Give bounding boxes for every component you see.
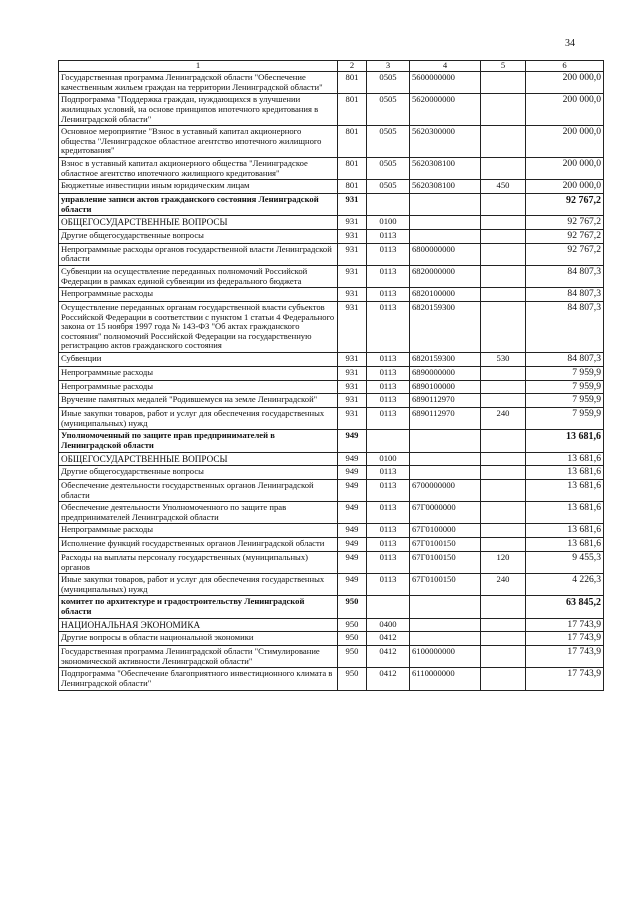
row-name: Субвенции на осуществление переданных полномочий Российской Федерации в рамках единой субвенции из федерального бюджета (59, 265, 338, 287)
row-section-code: 0505 (367, 158, 410, 180)
table-row (59, 216, 604, 230)
row-name: Осуществление переданных органам государственной власти субъектов Российской Федерации в соответствии с пунктом 1 статьи 4 Федерального закона от 15 ноября 1997 года № 143-ФЗ "Об актах гражданского состояния" полномочий Российской Федерации на государственную регистрацию актов гражданского состояния (59, 301, 338, 352)
row-expense-type (481, 538, 526, 552)
row-amount: 92 767,2 (526, 216, 604, 230)
row-amount: 13 681,6 (526, 479, 604, 501)
table-row (59, 126, 604, 158)
row-amount: 200 000,0 (526, 94, 604, 126)
table-row (59, 366, 604, 380)
row-expense-type (481, 668, 526, 690)
row-expense-type (481, 158, 526, 180)
column-header: 3 (367, 61, 410, 72)
row-ved-code: 949 (338, 502, 367, 524)
row-target-code: 67Г0100150 (410, 574, 481, 596)
row-amount: 13 681,6 (526, 452, 604, 466)
row-name: Иные закупки товаров, работ и услуг для обеспечения государственных (муниципальных) нужд (59, 408, 338, 430)
row-amount: 84 807,3 (526, 265, 604, 287)
row-target-code: 6800000000 (410, 243, 481, 265)
row-amount: 13 681,6 (526, 538, 604, 552)
row-expense-type (481, 243, 526, 265)
table-row (59, 265, 604, 287)
row-amount: 17 743,9 (526, 646, 604, 668)
row-ved-code: 931 (338, 288, 367, 302)
row-expense-type (481, 524, 526, 538)
table-row (59, 380, 604, 394)
row-expense-type (481, 229, 526, 243)
table-row (59, 353, 604, 367)
row-target-code (410, 452, 481, 466)
row-ved-code: 931 (338, 353, 367, 367)
row-amount: 13 681,6 (526, 466, 604, 480)
row-expense-type (481, 430, 526, 452)
row-name: Непрограммные расходы (59, 288, 338, 302)
row-section-code: 0113 (367, 408, 410, 430)
row-section-code: 0113 (367, 551, 410, 573)
row-amount: 92 767,2 (526, 243, 604, 265)
row-name: Расходы на выплаты персоналу государственных (муниципальных) органов (59, 551, 338, 573)
row-section-code: 0113 (367, 243, 410, 265)
row-section-code: 0113 (367, 574, 410, 596)
row-name: Обеспечение деятельности государственных органов Ленинградской области (59, 479, 338, 501)
table-row (59, 394, 604, 408)
row-target-code (410, 216, 481, 230)
row-name: Другие общегосударственные вопросы (59, 229, 338, 243)
row-amount: 84 807,3 (526, 353, 604, 367)
table-row (59, 72, 604, 94)
row-expense-type (481, 618, 526, 632)
row-section-code: 0412 (367, 668, 410, 690)
row-name: ОБЩЕГОСУДАРСТВЕННЫЕ ВОПРОСЫ (59, 452, 338, 466)
row-section-code (367, 430, 410, 452)
row-ved-code: 950 (338, 668, 367, 690)
row-ved-code: 931 (338, 243, 367, 265)
row-ved-code: 931 (338, 216, 367, 230)
row-ved-code: 801 (338, 72, 367, 94)
row-section-code: 0113 (367, 229, 410, 243)
row-section-code: 0505 (367, 180, 410, 194)
table-row (59, 158, 604, 180)
row-target-code: 5620308100 (410, 158, 481, 180)
row-expense-type (481, 193, 526, 215)
row-ved-code: 949 (338, 430, 367, 452)
row-amount: 13 681,6 (526, 524, 604, 538)
row-name: Непрограммные расходы органов государственной власти Ленинградской области (59, 243, 338, 265)
row-ved-code: 949 (338, 524, 367, 538)
row-expense-type (481, 72, 526, 94)
row-name: Государственная программа Ленинградской области "Обеспечение качественным жильем граждан на территории Ленинградской области" (59, 72, 338, 94)
table-row (59, 574, 604, 596)
table-row (59, 524, 604, 538)
page-number: 34 (565, 38, 575, 49)
row-amount: 13 681,6 (526, 430, 604, 452)
row-expense-type (481, 126, 526, 158)
row-amount: 7 959,9 (526, 366, 604, 380)
row-target-code: 5600000000 (410, 72, 481, 94)
column-header: 5 (481, 61, 526, 72)
row-amount: 17 743,9 (526, 632, 604, 646)
row-name: Другие общегосударственные вопросы (59, 466, 338, 480)
row-section-code (367, 193, 410, 215)
row-amount: 84 807,3 (526, 301, 604, 352)
row-section-code: 0505 (367, 72, 410, 94)
row-ved-code: 949 (338, 538, 367, 552)
row-name: Уполномоченный по защите прав предпринимателей в Ленинградской области (59, 430, 338, 452)
row-amount: 200 000,0 (526, 126, 604, 158)
row-name: Обеспечение деятельности Уполномоченного по защите прав предпринимателей Ленинградской области (59, 502, 338, 524)
row-expense-type: 120 (481, 551, 526, 573)
row-expense-type (481, 596, 526, 618)
row-ved-code: 931 (338, 380, 367, 394)
row-expense-type (481, 452, 526, 466)
row-section-code: 0113 (367, 538, 410, 552)
row-name: комитет по архитектуре и градостроительству Ленинградской области (59, 596, 338, 618)
row-target-code (410, 596, 481, 618)
row-name: ОБЩЕГОСУДАРСТВЕННЫЕ ВОПРОСЫ (59, 216, 338, 230)
row-expense-type: 530 (481, 353, 526, 367)
row-target-code: 67Г0100000 (410, 524, 481, 538)
row-expense-type (481, 646, 526, 668)
row-target-code: 67Г0100150 (410, 551, 481, 573)
row-amount: 17 743,9 (526, 668, 604, 690)
table-row (59, 452, 604, 466)
row-name: Вручение памятных медалей "Родившемуся на земле Ленинградской" (59, 394, 338, 408)
row-target-code (410, 229, 481, 243)
row-name: Другие вопросы в области национальной экономики (59, 632, 338, 646)
table-row (59, 180, 604, 194)
table-row (59, 229, 604, 243)
row-target-code: 6890112970 (410, 408, 481, 430)
row-expense-type: 240 (481, 574, 526, 596)
row-section-code: 0113 (367, 394, 410, 408)
row-target-code: 6820100000 (410, 288, 481, 302)
row-target-code (410, 618, 481, 632)
header-row (59, 61, 604, 72)
table-row (59, 646, 604, 668)
row-target-code: 5620000000 (410, 94, 481, 126)
row-ved-code: 931 (338, 193, 367, 215)
row-target-code: 6110000000 (410, 668, 481, 690)
row-section-code: 0113 (367, 265, 410, 287)
row-name: управление записи актов гражданского состояния Ленинградской области (59, 193, 338, 215)
row-amount: 84 807,3 (526, 288, 604, 302)
row-expense-type (481, 301, 526, 352)
row-target-code: 6890100000 (410, 380, 481, 394)
row-target-code: 6890112970 (410, 394, 481, 408)
row-amount: 4 226,3 (526, 574, 604, 596)
row-section-code: 0113 (367, 380, 410, 394)
row-name: Государственная программа Ленинградской области "Стимулирование экономической активности Ленинградской области" (59, 646, 338, 668)
row-amount: 63 845,2 (526, 596, 604, 618)
row-expense-type: 450 (481, 180, 526, 194)
row-ved-code: 949 (338, 551, 367, 573)
row-ved-code: 949 (338, 479, 367, 501)
row-section-code: 0113 (367, 366, 410, 380)
row-name: Исполнение функций государственных органов Ленинградской области (59, 538, 338, 552)
row-expense-type (481, 366, 526, 380)
table-row (59, 430, 604, 452)
row-ved-code: 801 (338, 126, 367, 158)
table-row (59, 668, 604, 690)
row-name: Иные закупки товаров, работ и услуг для обеспечения государственных (муниципальных) нужд (59, 574, 338, 596)
table-row (59, 479, 604, 501)
row-expense-type (481, 288, 526, 302)
row-expense-type (481, 502, 526, 524)
table-row (59, 502, 604, 524)
row-amount: 92 767,2 (526, 229, 604, 243)
table-row (59, 301, 604, 352)
row-ved-code: 949 (338, 466, 367, 480)
row-target-code: 5620300000 (410, 126, 481, 158)
row-target-code (410, 430, 481, 452)
budget-table (58, 60, 604, 691)
row-amount: 7 959,9 (526, 380, 604, 394)
row-name: Непрограммные расходы (59, 380, 338, 394)
row-section-code: 0113 (367, 466, 410, 480)
row-name: Непрограммные расходы (59, 366, 338, 380)
row-expense-type (481, 394, 526, 408)
row-ved-code: 801 (338, 94, 367, 126)
row-section-code: 0412 (367, 632, 410, 646)
row-target-code: 6890000000 (410, 366, 481, 380)
row-target-code (410, 466, 481, 480)
row-target-code (410, 632, 481, 646)
row-section-code: 0100 (367, 216, 410, 230)
row-target-code: 5620308100 (410, 180, 481, 194)
row-target-code: 6820159300 (410, 353, 481, 367)
row-section-code: 0100 (367, 452, 410, 466)
row-ved-code: 931 (338, 366, 367, 380)
row-name: Бюджетные инвестиции иным юридическим лицам (59, 180, 338, 194)
row-section-code: 0113 (367, 479, 410, 501)
column-header: 2 (338, 61, 367, 72)
row-target-code: 6700000000 (410, 479, 481, 501)
row-amount: 17 743,9 (526, 618, 604, 632)
row-target-code (410, 193, 481, 215)
row-ved-code: 801 (338, 158, 367, 180)
row-expense-type (481, 380, 526, 394)
row-name: Непрограммные расходы (59, 524, 338, 538)
column-header: 4 (410, 61, 481, 72)
row-target-code: 6820159300 (410, 301, 481, 352)
row-amount: 7 959,9 (526, 394, 604, 408)
row-section-code: 0505 (367, 126, 410, 158)
table-row (59, 288, 604, 302)
row-section-code (367, 596, 410, 618)
column-header: 1 (59, 61, 338, 72)
row-section-code: 0400 (367, 618, 410, 632)
row-name: Основное мероприятие "Взнос в уставный капитал акционерного общества "Ленинградское областное агентство ипотечного жилищного кредитования" (59, 126, 338, 158)
row-name: Взнос в уставный капитал акционерного общества "Ленинградское областное агентство ипотечного жилищного кредитования" (59, 158, 338, 180)
row-amount: 92 767,2 (526, 193, 604, 215)
row-ved-code: 949 (338, 452, 367, 466)
row-expense-type (481, 479, 526, 501)
row-expense-type (481, 265, 526, 287)
table-row (59, 596, 604, 618)
row-ved-code: 931 (338, 301, 367, 352)
row-section-code: 0113 (367, 524, 410, 538)
row-section-code: 0412 (367, 646, 410, 668)
row-section-code: 0505 (367, 94, 410, 126)
table-row (59, 243, 604, 265)
row-ved-code: 950 (338, 646, 367, 668)
row-ved-code: 950 (338, 618, 367, 632)
row-section-code: 0113 (367, 353, 410, 367)
row-ved-code: 931 (338, 408, 367, 430)
row-ved-code: 801 (338, 180, 367, 194)
row-amount: 200 000,0 (526, 158, 604, 180)
row-name: Субвенции (59, 353, 338, 367)
row-section-code: 0113 (367, 288, 410, 302)
row-expense-type (481, 632, 526, 646)
table-row (59, 632, 604, 646)
row-ved-code: 931 (338, 394, 367, 408)
row-ved-code: 931 (338, 229, 367, 243)
row-ved-code: 950 (338, 632, 367, 646)
table-row (59, 466, 604, 480)
row-expense-type (481, 466, 526, 480)
row-ved-code: 949 (338, 574, 367, 596)
row-expense-type (481, 94, 526, 126)
row-target-code: 6820000000 (410, 265, 481, 287)
row-target-code: 67Г0100150 (410, 538, 481, 552)
row-section-code: 0113 (367, 301, 410, 352)
row-ved-code: 950 (338, 596, 367, 618)
table-row (59, 408, 604, 430)
table-row (59, 618, 604, 632)
table-row (59, 193, 604, 215)
row-name: НАЦИОНАЛЬНАЯ ЭКОНОМИКА (59, 618, 338, 632)
row-amount: 7 959,9 (526, 408, 604, 430)
row-section-code: 0113 (367, 502, 410, 524)
row-target-code: 67Г0000000 (410, 502, 481, 524)
column-header: 6 (526, 61, 604, 72)
table-row (59, 551, 604, 573)
row-amount: 200 000,0 (526, 72, 604, 94)
table-row (59, 94, 604, 126)
row-name: Подпрограмма "Поддержка граждан, нуждающихся в улучшении жилищных условий, на основе принципов ипотечного кредитования в Ленинградской области" (59, 94, 338, 126)
row-ved-code: 931 (338, 265, 367, 287)
row-amount: 9 455,3 (526, 551, 604, 573)
row-name: Подпрограмма "Обеспечение благоприятного инвестиционного климата в Ленинградской области" (59, 668, 338, 690)
row-amount: 13 681,6 (526, 502, 604, 524)
row-expense-type (481, 216, 526, 230)
row-expense-type: 240 (481, 408, 526, 430)
row-target-code: 6100000000 (410, 646, 481, 668)
table-row (59, 538, 604, 552)
row-amount: 200 000,0 (526, 180, 604, 194)
